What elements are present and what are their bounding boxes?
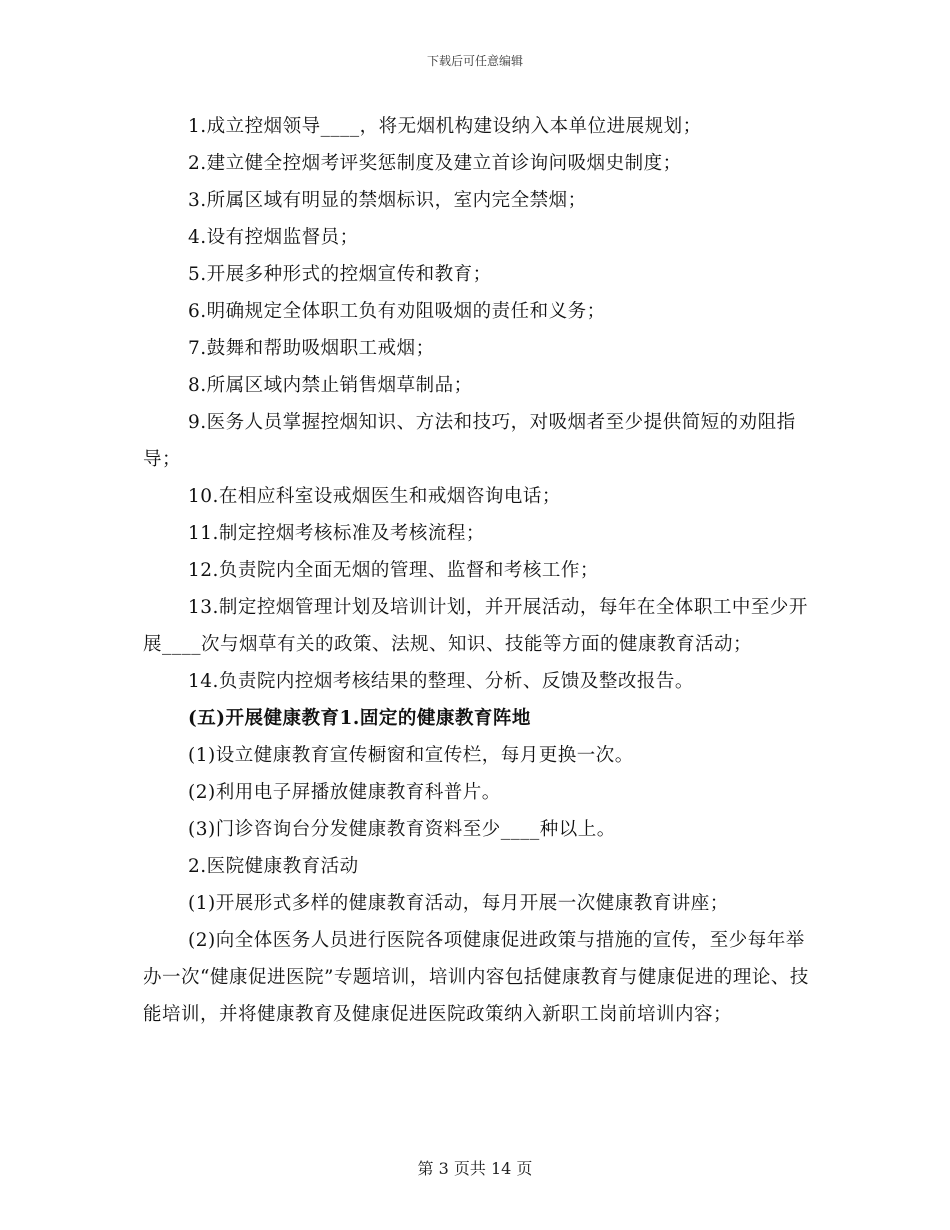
list-item-9: 9.医务人员掌握控烟知识、方法和技巧，对吸烟者至少提供简短的劝阻指导； <box>143 412 796 470</box>
list-item-3: 3.所属区域有明显的禁烟标识，室内完全禁烟； <box>188 190 587 211</box>
list-item-1: 1.成立控烟领导____，将无烟机构建设纳入本单位进展规划； <box>188 116 702 137</box>
list-item-8: 8.所属区域内禁止销售烟草制品； <box>188 375 473 396</box>
page-number: 第 3 页共 14 页 <box>417 1159 533 1178</box>
list-item-13: 13.制定控烟管理计划及培训计划，并开展活动，每年在全体职工中至少开展____次与烟草有关的政策、法规、知识、技能等方面的健康教育活动； <box>143 597 808 655</box>
activity-item-2: (2)向全体医务人员进行医院各项健康促进政策与措施的宣传，至少每年举办一次“健康促进医院”专题培训，培训内容包括健康教育与健康促进的理论、技能培训，并将健康教育及健康促进医院政策纳入新职工岗前培训内容； <box>143 930 809 1025</box>
section-heading: (五)开展健康教育1.固定的健康教育阵地 <box>188 708 531 729</box>
list-item-5: 5.开展多种形式的控烟宣传和教育； <box>188 264 492 285</box>
list-item-7: 7.鼓舞和帮助吸烟职工戒烟； <box>188 338 435 359</box>
list-item-4: 4.设有控烟监督员； <box>188 227 359 248</box>
subsection-heading: 2.医院健康教育活动 <box>188 856 359 877</box>
page-header-note: 下载后可任意编辑 <box>426 54 523 68</box>
list-item-12: 12.负责院内全面无烟的管理、监督和考核工作； <box>188 560 599 581</box>
list-item-6: 6.明确规定全体职工负有劝阻吸烟的责任和义务； <box>188 301 606 322</box>
sub-item-3: (3)门诊咨询台分发健康教育资料至少____种以上。 <box>188 819 616 840</box>
document-body <box>143 108 815 1033</box>
activity-item-1: (1)开展形式多样的健康教育活动，每月开展一次健康教育讲座； <box>188 893 729 914</box>
list-item-10: 10.在相应科室设戒烟医生和戒烟咨询电话； <box>188 486 561 507</box>
sub-item-2: (2)利用电子屏播放健康教育科普片。 <box>188 782 501 803</box>
list-item-2: 2.建立健全控烟考评奖惩制度及建立首诊询问吸烟史制度； <box>188 153 682 174</box>
list-item-14: 14.负责院内控烟考核结果的整理、分析、反馈及整改报告。 <box>188 671 694 692</box>
list-item-11: 11.制定控烟考核标准及考核流程； <box>188 523 485 544</box>
sub-item-1: (1)设立健康教育宣传橱窗和宣传栏，每月更换一次。 <box>188 745 634 766</box>
